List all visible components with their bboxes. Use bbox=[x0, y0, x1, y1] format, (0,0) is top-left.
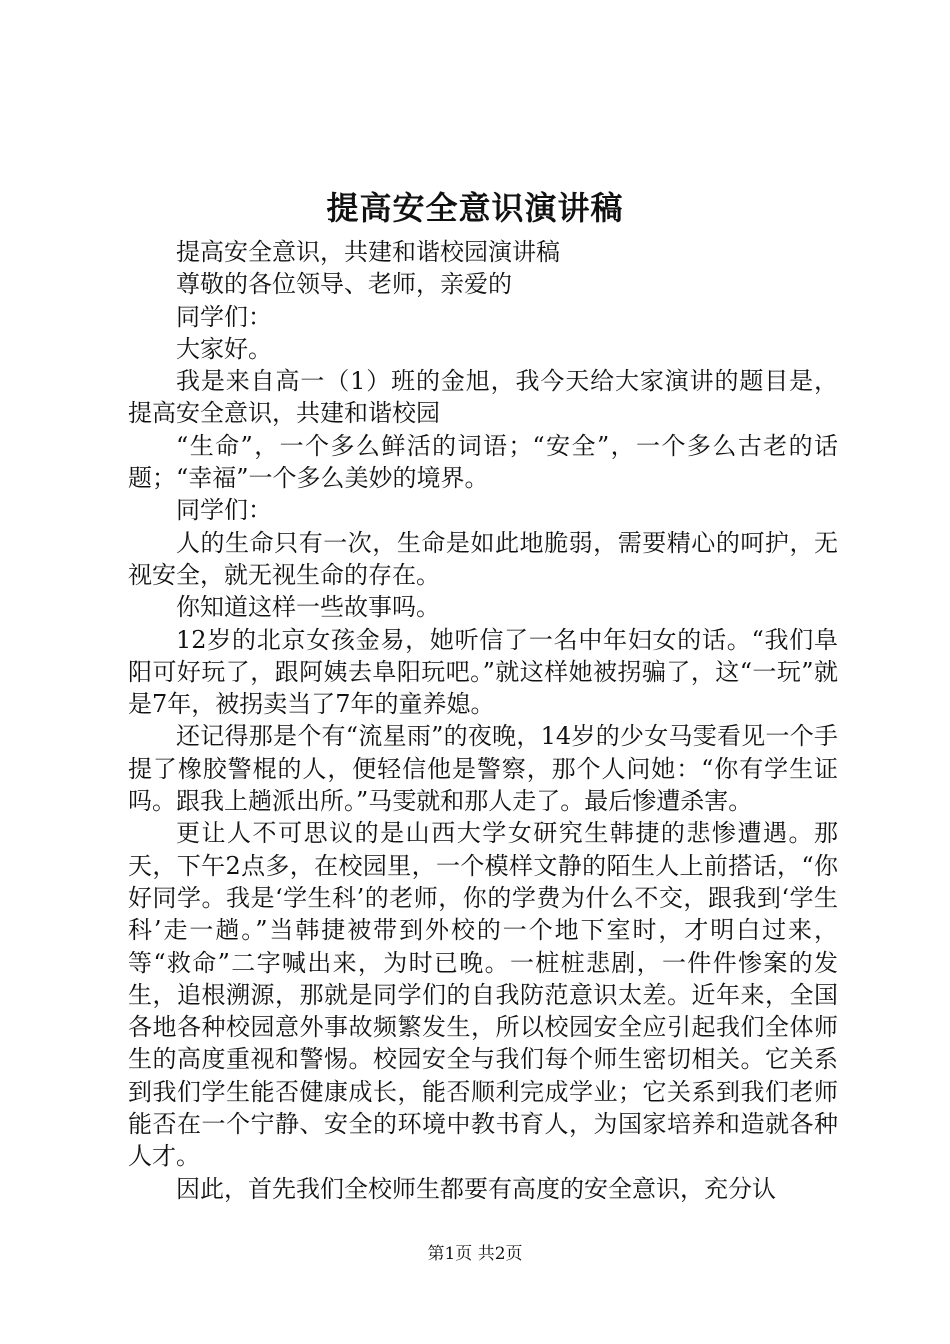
paragraph-subtitle: 提高安全意识，共建和谐校园演讲稿 bbox=[176, 238, 560, 266]
paragraph-salutation: 尊敬的各位领导、老师，亲爱的 bbox=[176, 270, 512, 299]
paragraph-story-mawen: 还记得那是个有“流星雨”的夜晚，14岁的少女马雯看见一个手提了橡胶警棍的人，便轻信他是警察，那个人问她：“你有学生证吗。跟我上趟派出所。”马雯就和那人走了。最后惨遭杀害。 bbox=[128, 722, 838, 816]
paragraph-greeting: 大家好。 bbox=[176, 334, 272, 363]
paragraph-address: 同学们： bbox=[176, 496, 272, 525]
document-title: 提高安全意识演讲稿 bbox=[326, 189, 624, 227]
paragraph-life-safety-happiness: “生命”，一个多么鲜活的词语；“安全”，一个多么古老的话题；“幸福”一个多么美妙的境界。 bbox=[128, 431, 838, 493]
paragraph-life-once: 人的生命只有一次，生命是如此地脆弱，需要精心的呵护，无视安全，就无视生命的存在。 bbox=[128, 528, 838, 589]
paragraph-therefore: 因此，首先我们全校师生都要有高度的安全意识，充分认 bbox=[176, 1174, 776, 1203]
paragraph-story-jinyi: 12岁的北京女孩金易，她听信了一名中年妇女的话。“我们阜阳可好玩了，跟阿姨去阜阳玩吧。”就这样她被拐骗了，这“一玩”就是7年，被拐卖当了7年的童养媳。 bbox=[128, 625, 838, 719]
document-body bbox=[128, 236, 838, 1205]
page-number-footer: 第1页 共2页 bbox=[427, 1244, 523, 1264]
paragraph-stories-question: 你知道这样一些故事吗。 bbox=[176, 593, 440, 622]
paragraph-story-hanjie: 更让人不可思议的是山西大学女研究生韩捷的悲惨遭遇。那天，下午2点多，在校园里，一个模样文静的陌生人上前搭话，“你好同学。我是‘学生科’的老师，你的学费为什么不交，跟我到‘学生科’走一趟。”当韩捷被带到外校的一个地下室时，才明白过来，等“救命”二字喊出来，为时已晚。一桩桩悲剧，一件件惨案的发生，追根溯源，那就是同学们的自我防范意识太差。近年来，全国各地各种校园意外事故频繁发生，所以校园安全应引起我们全体师生的高度重视和警惕。校园安全与我们每个师生密切相关。它关系到我们学生能否健康成长，能否顺利完成学业；它关系到我们老师能否在一个宁静、安全的环境中教书育人，为国家培养和造就各种人才。 bbox=[128, 819, 838, 1171]
paragraph-salutation-continued: 同学们： bbox=[176, 302, 272, 331]
paragraph-introduction: 我是来自高一（1）班的金旭，我今天给大家演讲的题目是，提高安全意识，共建和谐校园 bbox=[128, 367, 838, 428]
